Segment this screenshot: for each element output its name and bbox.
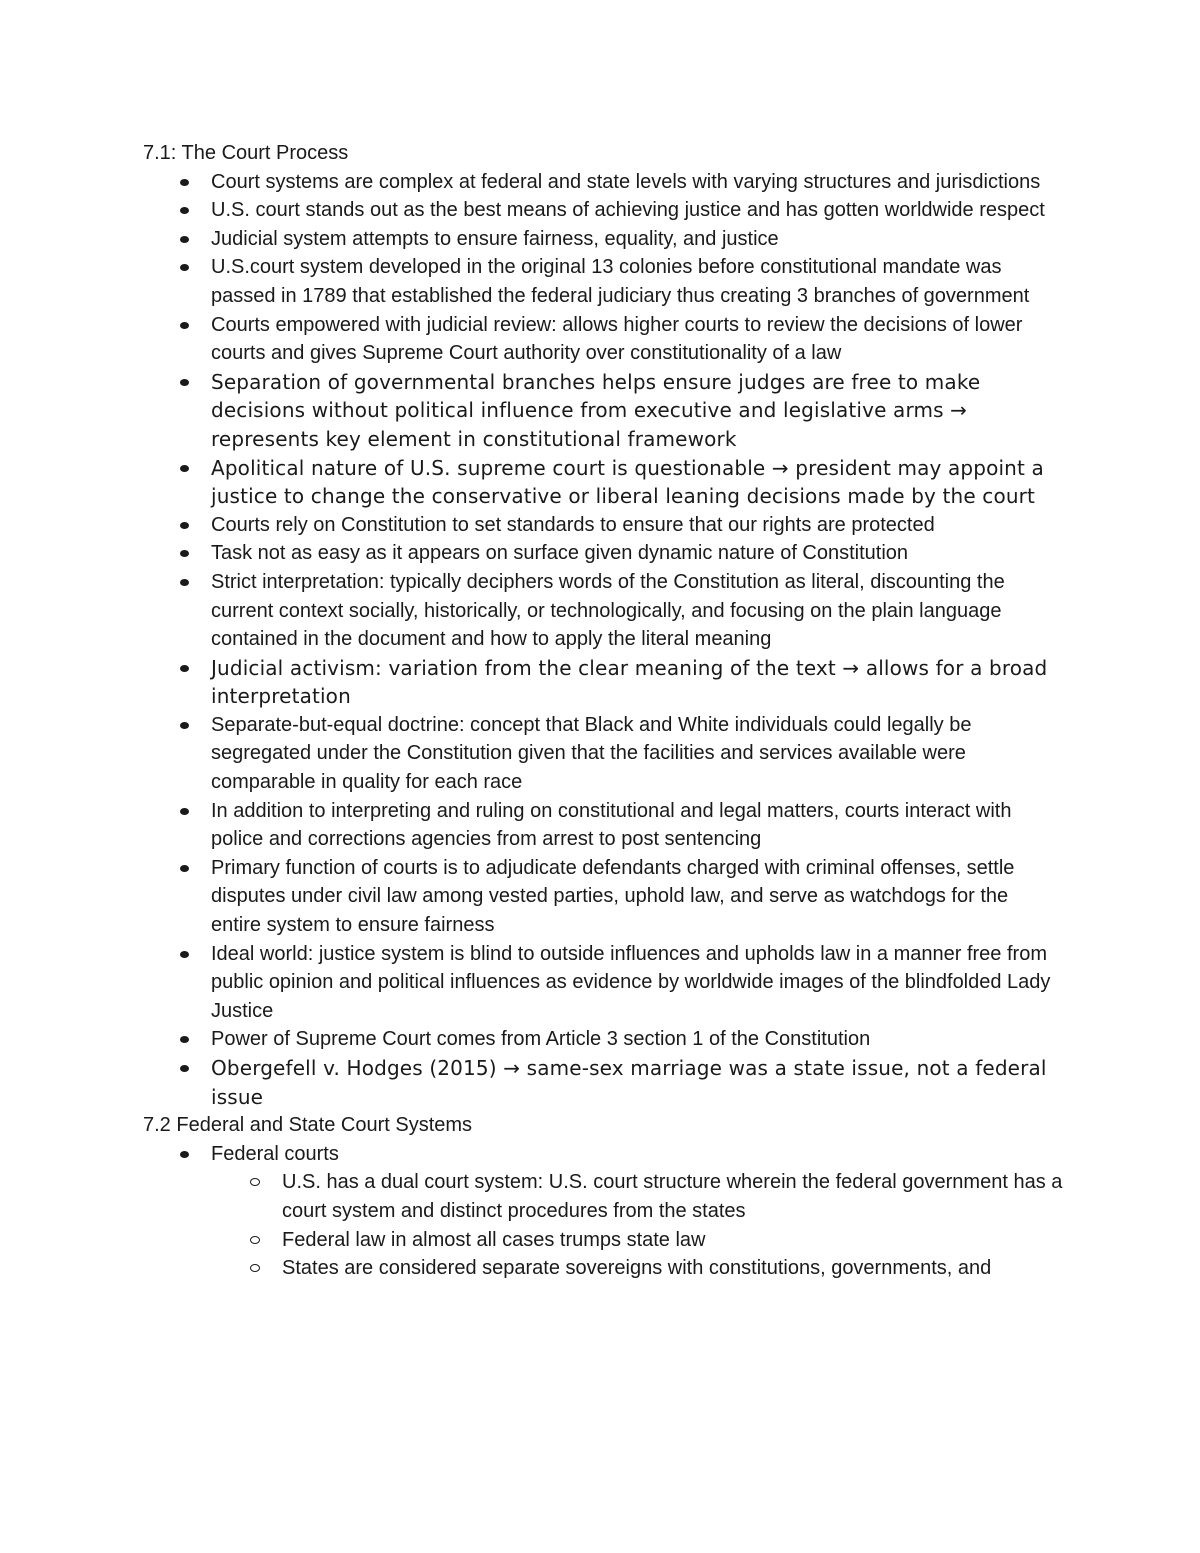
list-item [211, 454, 1063, 511]
list-item [211, 511, 1063, 540]
bullet-icon [180, 322, 189, 329]
list-item [211, 311, 1063, 368]
list-item [211, 854, 1063, 940]
list-item-text: Ideal world: justice system is blind to outside influences and upholds law in a manner free from public opinion and political influences as evidence by worldwide images of the blindfolded Lady Justice [211, 942, 1051, 1022]
bullet-icon [180, 379, 189, 386]
bullet-icon [180, 1065, 189, 1072]
list-item [211, 539, 1063, 568]
bullet-icon [180, 264, 189, 271]
list-item-text: Courts empowered with judicial review: allows higher courts to review the decisions of lower courts and gives Supreme Court authority over constitutionality of a law [211, 313, 1023, 365]
list-item-text: U.S.court system developed in the original 13 colonies before constitutional mandate was passed in 1789 that established the federal judiciary thus creating 3 branches of government [211, 256, 1030, 307]
list-item [211, 196, 1063, 225]
section-7-1-list [143, 168, 1063, 1112]
list-item-text: Court systems are complex at federal and state levels with varying structures and jurisdictions [211, 170, 1041, 193]
list-item-text: Task not as easy as it appears on surface given dynamic nature of Constitution [211, 542, 909, 565]
list-item-text: In addition to interpreting and ruling on constitutional and legal matters, courts interact with police and corrections agencies from arrest to post sentencing [211, 799, 1012, 851]
list-item-text: Separate-but-equal doctrine: concept that Black and White individuals could legally be segregated under the Constitution given that the facilities and services available were comparable in quality for each race [211, 713, 972, 794]
sublist-item-text: U.S. has a dual court system: U.S. court structure wherein the federal government has a court system and distinct procedures from the states [282, 1171, 1063, 1222]
section-heading-7-2: 7.2 Federal and State Court Systems [143, 1114, 473, 1137]
list-item [211, 1140, 1063, 1283]
list-item-text: Courts rely on Constitution to set standards to ensure that our rights are protected [211, 513, 935, 536]
bullet-icon [180, 1036, 189, 1043]
bullet-icon [180, 465, 189, 472]
list-item [211, 1025, 1063, 1054]
list-item-text: Obergefell v. Hodges (2015) → same-sex marriage was a state issue, not a federal issue [211, 1056, 1047, 1109]
bullet-icon [180, 207, 189, 214]
list-item-text: Judicial system attempts to ensure fairness, equality, and justice [211, 227, 779, 250]
list-item [211, 168, 1063, 197]
bullet-icon [180, 179, 189, 186]
document-page [143, 139, 1063, 1283]
bullet-icon [180, 579, 189, 586]
federal-courts-sublist [211, 1168, 1063, 1282]
hollow-bullet-icon [250, 1264, 260, 1272]
list-item-text: U.S. court stands out as the best means of achieving justice and has gotten worldwide respect [211, 199, 1045, 222]
list-item [211, 1054, 1063, 1111]
list-item-text: Separation of governmental branches helps ensure judges are free to make decisions without political influence from executive and legislative arms → represents key element in constitutional framework [211, 369, 981, 451]
list-item [211, 940, 1063, 1026]
list-item [211, 797, 1063, 854]
bullet-icon [180, 1151, 189, 1158]
sublist-item [282, 1254, 1063, 1283]
sublist-item [282, 1168, 1063, 1225]
bullet-icon [180, 522, 189, 529]
list-item [211, 711, 1063, 797]
bullet-icon [180, 236, 189, 243]
bullet-icon [180, 808, 189, 815]
bullet-icon [180, 722, 189, 729]
list-item-text: Primary function of courts is to adjudicate defendants charged with criminal offenses, settle disputes under civil law among vested parties, uphold law, and serve as watchdogs for the entire system to ensure fairness [211, 856, 1015, 937]
sublist-item-text: Federal law in almost all cases trumps state law [282, 1228, 706, 1251]
bullet-icon [180, 951, 189, 958]
sublist-item-text: States are considered separate sovereigns with constitutions, governments, and [282, 1257, 992, 1280]
list-item [211, 568, 1063, 654]
list-item [211, 225, 1063, 254]
bullet-icon [180, 865, 189, 872]
bullet-icon [180, 665, 189, 672]
bullet-icon [180, 550, 189, 557]
list-item [211, 368, 1063, 454]
sublist-item [282, 1226, 1063, 1255]
section-heading-7-1: 7.1: The Court Process [143, 142, 349, 164]
list-item-text: Power of Supreme Court comes from Article 3 section 1 of the Constitution [211, 1028, 871, 1051]
list-item-text: Federal courts [211, 1142, 339, 1165]
list-item-text: Strict interpretation: typically deciphers words of the Constitution as literal, discounting the current context socially, historically, or technologically, and focusing on the plain language contained in the document and how to apply the literal meaning [211, 570, 1005, 651]
section-7-2-list [143, 1140, 1063, 1283]
list-item [211, 253, 1063, 310]
list-item [211, 654, 1063, 711]
hollow-bullet-icon [250, 1178, 260, 1186]
list-item-text: Judicial activism: variation from the clear meaning of the text → allows for a broad interpretation [211, 655, 1048, 709]
list-item-text: Apolitical nature of U.S. supreme court is questionable → president may appoint a justice to change the conservative or liberal leaning decisions made by the court [211, 455, 1044, 509]
hollow-bullet-icon [250, 1236, 260, 1244]
